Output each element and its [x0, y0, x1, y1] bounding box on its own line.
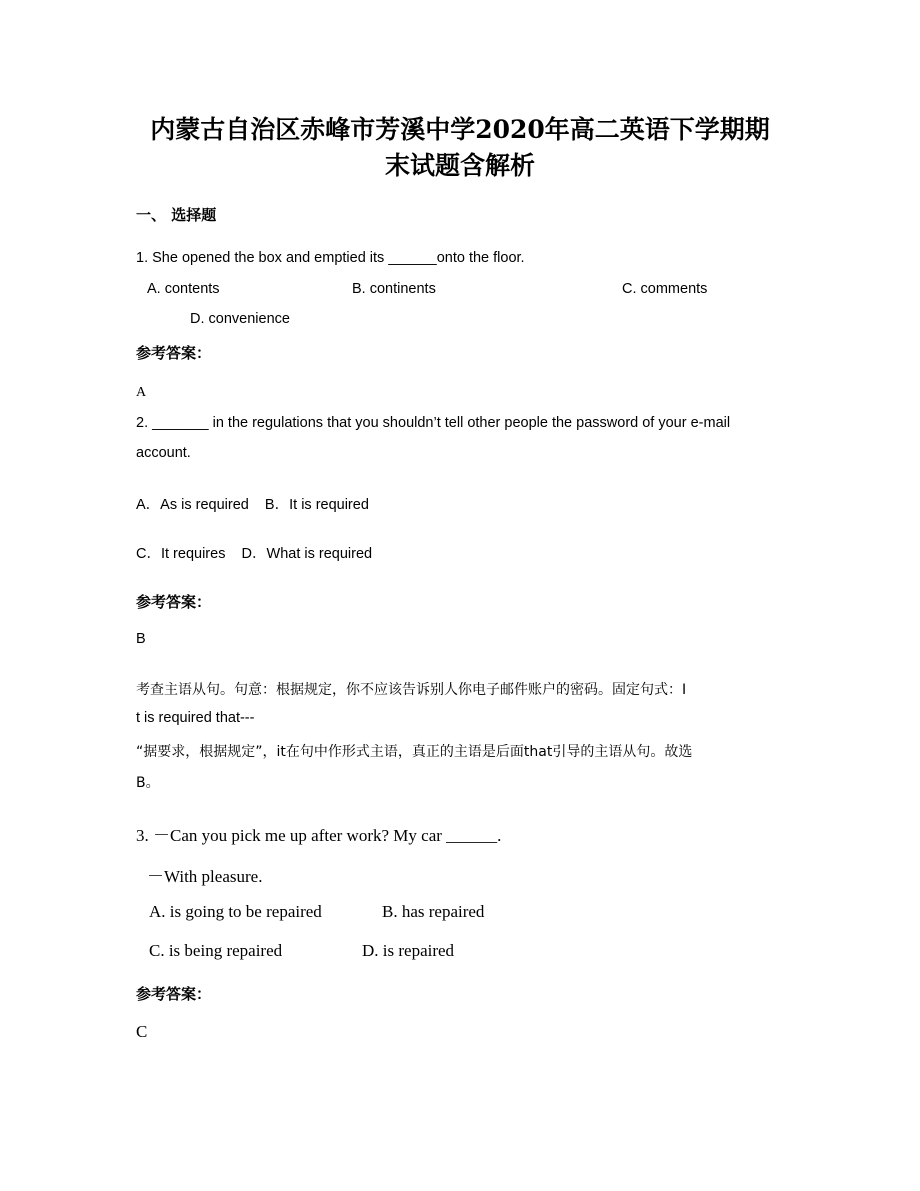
question-1-answer-label: 参考答案： [136, 344, 212, 362]
question-2-explanation-line-4: B。 [136, 775, 160, 791]
question-3-option-c: C. is being repaired [149, 941, 283, 960]
question-3-option-b: B. has repaired [382, 902, 485, 921]
question-1-answer: A [136, 385, 147, 400]
question-1-option-d: D. convenience [190, 311, 290, 327]
question-2-answer-label: 参考答案： [136, 593, 212, 611]
question-1-option-b: B. continents [352, 281, 436, 297]
question-2-stem-line-1: 2. _______ in the regulations that you shouldn’t tell other people the password of your e-mail [136, 415, 731, 431]
question-3-stem: 3. －Can you pick me up after work? My car ______. [136, 826, 502, 845]
question-2-explanation-line-2: t is required that--- [136, 710, 255, 726]
question-3-option-a: A. is going to be repaired [149, 902, 322, 921]
question-2-explanation-line-1: 考查主语从句。句意：根据规定，你不应该告诉别人你电子邮件账户的密码。固定句式：I [136, 682, 687, 698]
question-3-answer: C [136, 1022, 148, 1041]
question-3-answer-label: 参考答案： [136, 985, 212, 1003]
question-2-options-row-1: A．As is required B．It is required [136, 497, 369, 513]
question-2-explanation-line-3: “据要求，根据规定”，it在句中作形式主语，真正的主语是后面that引导的主语从句。故选 [136, 744, 693, 760]
question-1-stem: 1. She opened the box and emptied its ______onto the floor. [136, 250, 525, 266]
question-2-answer: B [136, 631, 146, 647]
page-title-line-1: 内蒙古自治区赤峰市芳溪中学2020年高二英语下学期期 [150, 115, 770, 144]
section-heading: 一、 选择题 [136, 206, 217, 224]
page-title-line-2: 末试题含解析 [384, 151, 535, 180]
question-1-option-a: A. contents [147, 281, 220, 297]
question-1-option-c: C. comments [622, 281, 708, 297]
question-2-stem-line-2: account. [136, 445, 191, 461]
question-3-reply: －With pleasure. [147, 867, 263, 886]
question-3-option-d: D. is repaired [362, 941, 455, 960]
question-2-options-row-2: C．It requires D．What is required [136, 546, 373, 562]
